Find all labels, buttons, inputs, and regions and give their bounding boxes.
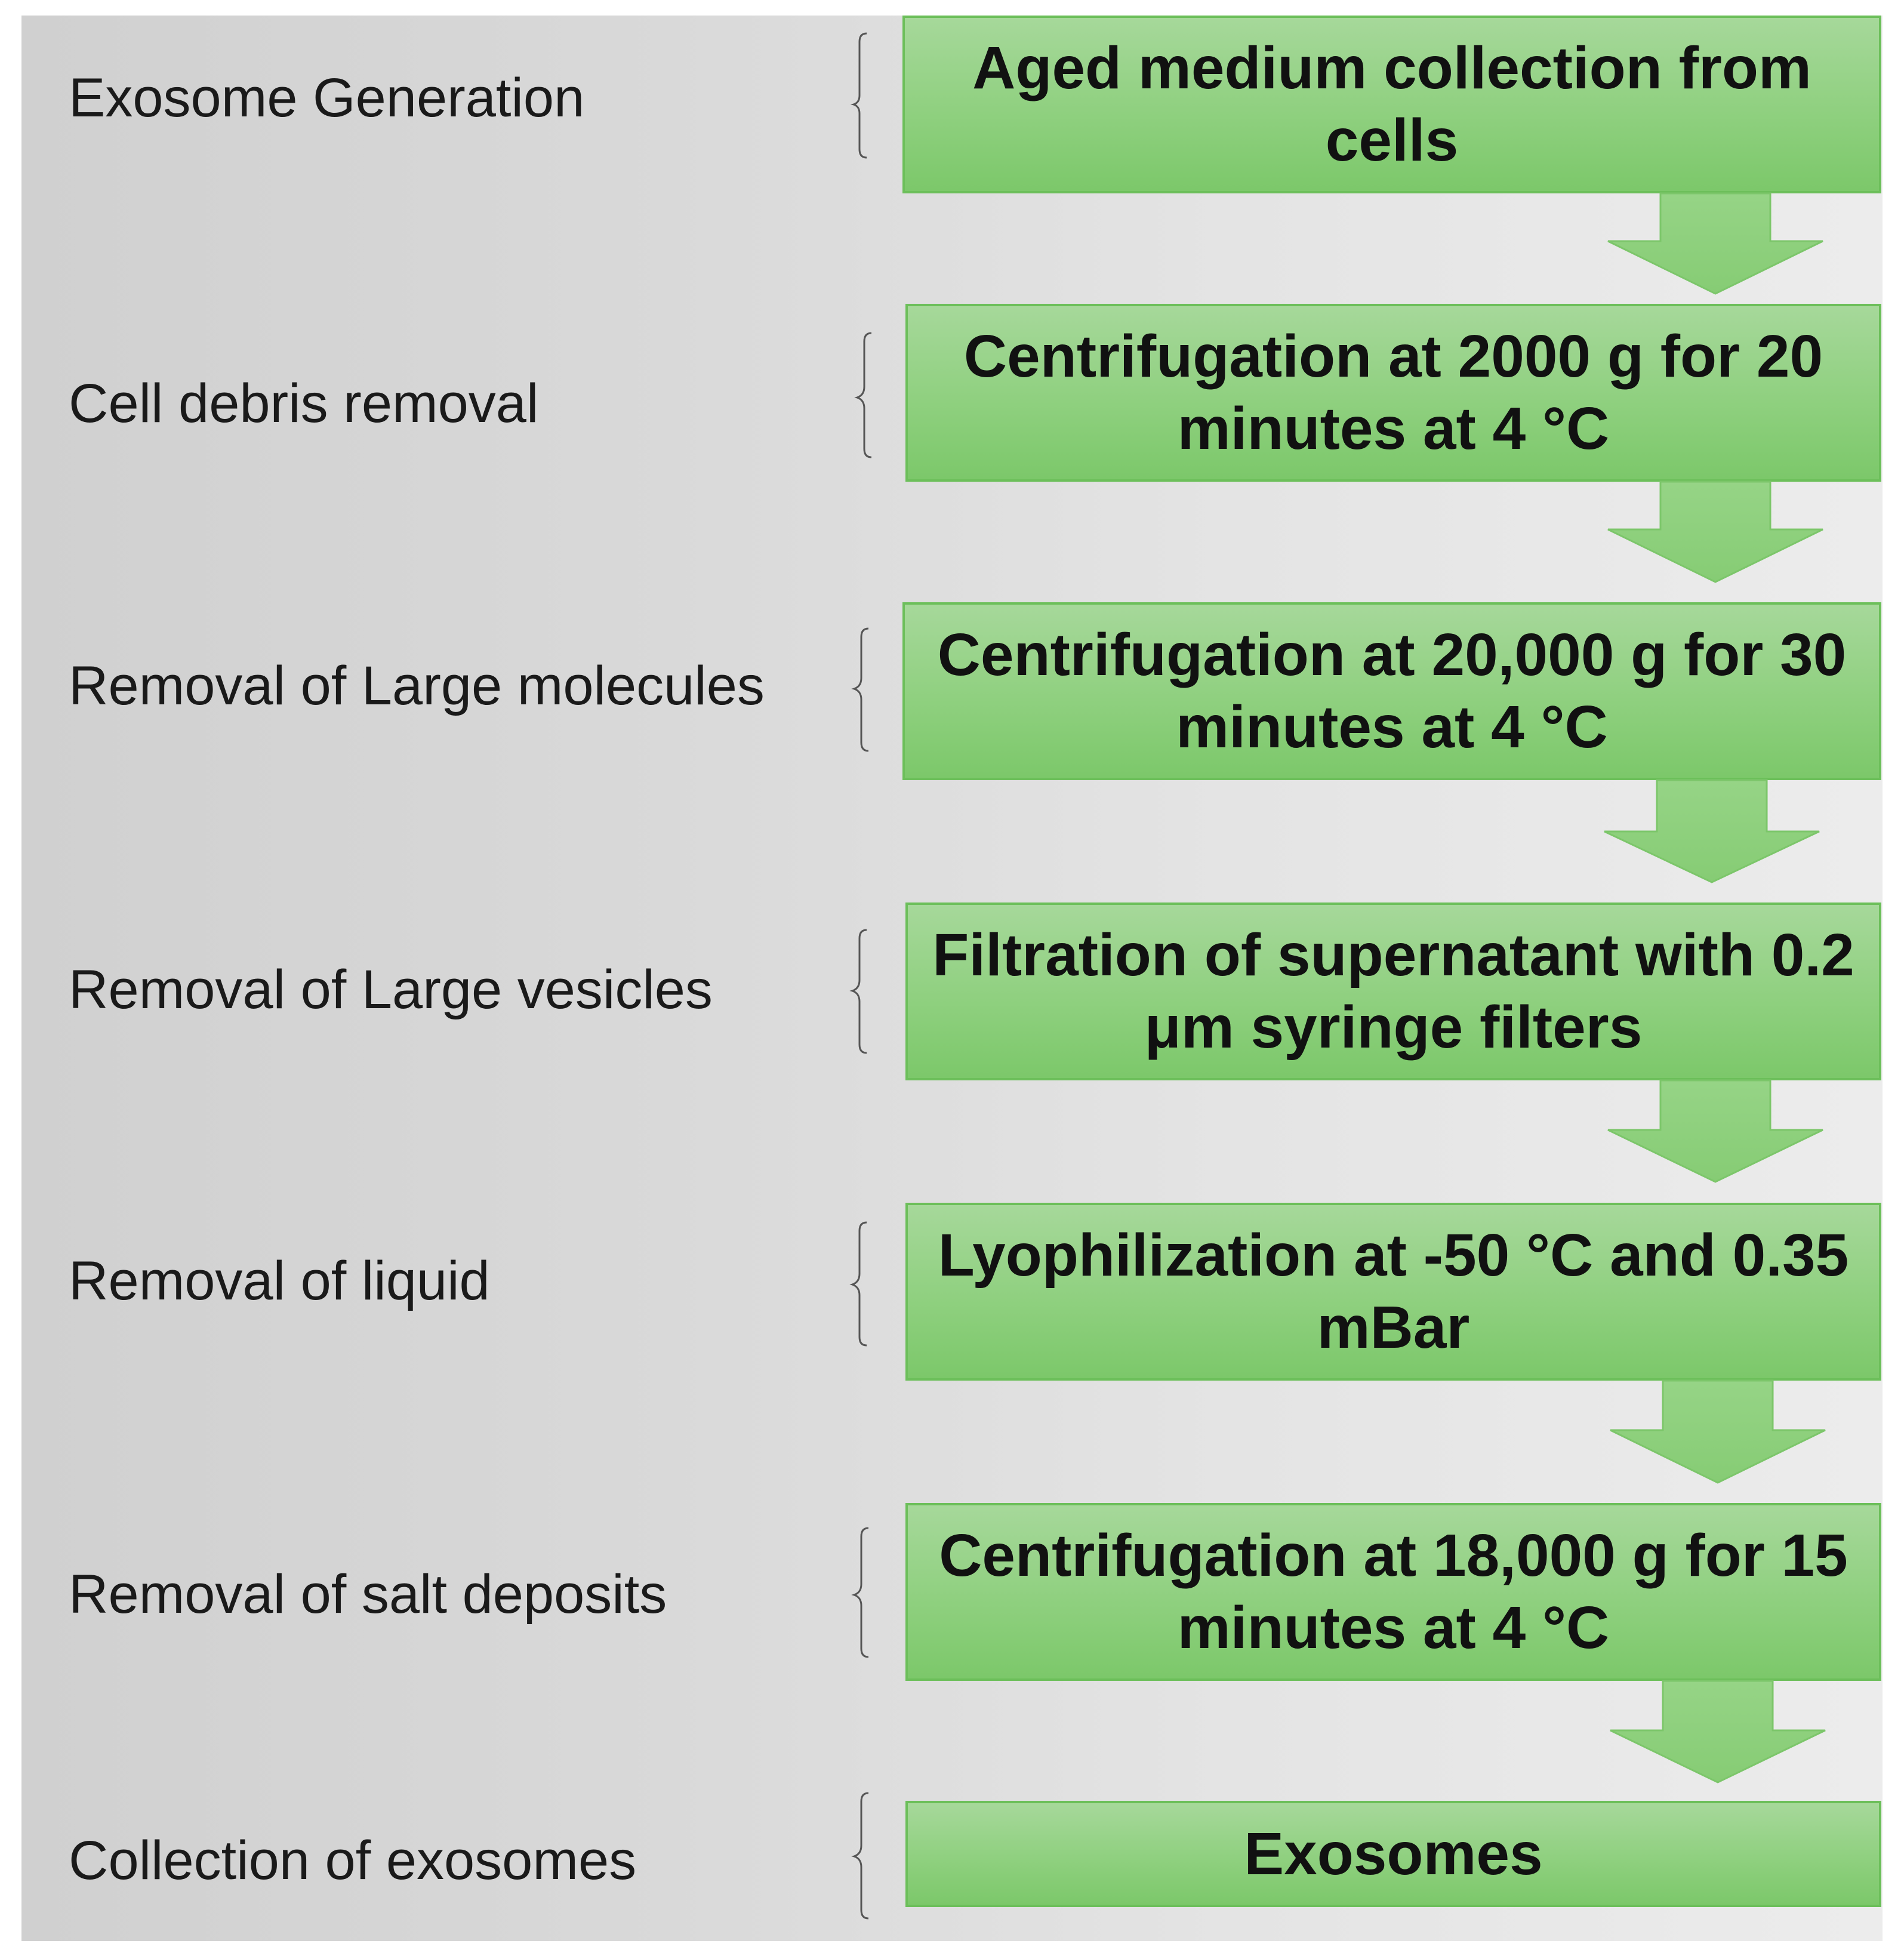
- brace-icon: [854, 629, 868, 751]
- step-text: Aged medium collection from cells: [972, 35, 1811, 174]
- brace-icon: [854, 33, 867, 158]
- step-text: Filtration of supernatant with 0.2 μm syringe filters: [932, 922, 1854, 1061]
- down-arrow-icon: [1610, 1681, 1825, 1782]
- stage-label-removal-large-vesicles: Removal of Large vesicles: [69, 959, 713, 1020]
- stage-label-collection-exosomes: Collection of exosomes: [69, 1830, 637, 1891]
- stage-label-removal-salt-deposits: Removal of salt deposits: [69, 1564, 667, 1625]
- step-text: Centrifugation at 20,000 g for 30 minutes at 4 °C: [937, 621, 1847, 760]
- step-text: Exosomes: [1244, 1820, 1543, 1887]
- down-arrow-icon: [1608, 1080, 1823, 1182]
- stage-label-cell-debris-removal: Cell debris removal: [69, 373, 539, 434]
- stage-label-removal-liquid: Removal of liquid: [69, 1250, 490, 1311]
- stage-label-removal-large-molecules: Removal of Large molecules: [69, 655, 765, 716]
- stage-label-exosome-generation: Exosome Generation: [69, 67, 585, 128]
- down-arrow-icon: [1610, 1381, 1825, 1483]
- down-arrow-icon: [1608, 482, 1823, 582]
- brace-icon: [854, 1528, 868, 1657]
- down-arrow-icon: [1608, 193, 1823, 294]
- down-arrow-icon: [1604, 780, 1819, 882]
- brace-icon: [852, 1222, 867, 1345]
- brace-icon: [854, 1793, 868, 1918]
- step-text: Centrifugation at 2000 g for 20 minutes at 4 °C: [963, 323, 1823, 462]
- step-text: Lyophilization at -50 °C and 0.35 mBar: [938, 1222, 1849, 1361]
- step-text: Centrifugation at 18,000 g for 15 minutes at 4 °C: [939, 1522, 1848, 1661]
- brace-icon: [857, 333, 871, 457]
- brace-icon: [852, 930, 867, 1053]
